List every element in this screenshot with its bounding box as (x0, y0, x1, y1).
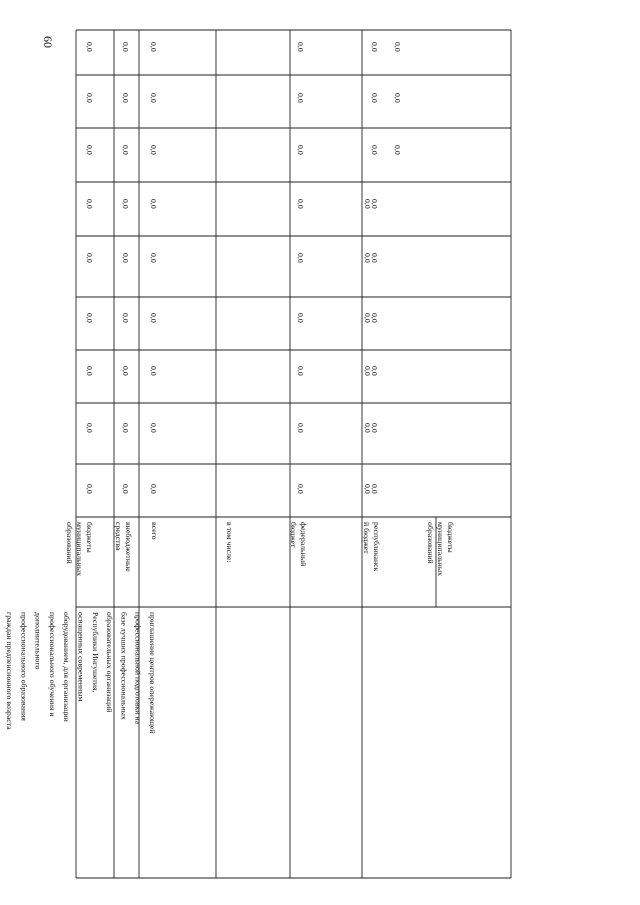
source-label-including: в том числе: (225, 522, 234, 563)
value-extrabudget: 0,0 (121, 366, 130, 376)
value-republican: 0,0 (370, 423, 379, 433)
value-federal: 0,0 (296, 199, 305, 209)
value-municipal: 0,0 (85, 423, 94, 433)
event-description: Республики Ингушетия, (90, 612, 100, 693)
value-total: 0,0 (149, 93, 158, 103)
source-label-republican: й бюджет (362, 522, 371, 554)
event-description: профессионального образования (19, 612, 29, 721)
value-municipal-sub: 0,0 (393, 145, 402, 155)
value-federal: 0,0 (296, 253, 305, 263)
value-total: 0,0 (149, 484, 158, 494)
value-republican: 0,0 (363, 423, 372, 433)
value-municipal: 0,0 (85, 253, 94, 263)
source-label-federal: бюджет (289, 522, 298, 548)
event-description: профессиональной подготовки на (133, 612, 143, 725)
source-label-municipal-sub: муниципальных (436, 522, 445, 576)
value-extrabudget: 0,0 (121, 93, 130, 103)
value-total: 0,0 (149, 366, 158, 376)
source-label-extrabudget: внебюджетные (124, 522, 133, 572)
value-extrabudget: 0,0 (121, 313, 130, 323)
source-label-federal: федеральный (299, 522, 308, 567)
table-cells (0, 42, 455, 734)
value-republican: 0,0 (363, 253, 372, 263)
value-total: 0,0 (149, 313, 158, 323)
value-federal: 0,0 (296, 366, 305, 376)
value-total: 0,0 (149, 42, 158, 52)
value-extrabudget: 0,0 (121, 199, 130, 209)
value-federal: 0,0 (296, 484, 305, 494)
value-republican: 0,0 (370, 366, 379, 376)
source-label-municipal-sub: образований (426, 522, 435, 564)
value-republican: 0,0 (370, 42, 379, 52)
value-extrabudget: 0,0 (121, 253, 130, 263)
event-description: оснащенных современным (76, 612, 86, 702)
value-republican: 0,0 (363, 484, 372, 494)
value-federal: 0,0 (296, 423, 305, 433)
value-extrabudget: 0,0 (121, 423, 130, 433)
value-republican: 0,0 (370, 313, 379, 323)
value-total: 0,0 (149, 253, 158, 263)
source-label-republican: республиканск (372, 522, 381, 572)
financing-table (76, 30, 511, 878)
source-label-total: всего (150, 522, 159, 540)
event-description: граждан предпенсионного возраста (5, 612, 14, 730)
event-description: приглашение центров опережающей (148, 612, 157, 734)
value-municipal: 0,0 (85, 199, 94, 209)
value-total: 0,0 (149, 423, 158, 433)
value-municipal: 0,0 (85, 484, 94, 494)
source-label-extrabudget: средства (114, 522, 123, 551)
source-label-municipal: бюджеты (85, 522, 94, 553)
value-republican: 0,0 (363, 199, 372, 209)
source-label-municipal-sub: бюджеты (446, 522, 455, 553)
value-federal: 0,0 (296, 42, 305, 52)
source-label-municipal: образований (65, 522, 74, 564)
value-municipal: 0,0 (85, 366, 94, 376)
value-republican: 0,0 (370, 253, 379, 263)
event-description: оборудованием, для организации (62, 612, 72, 722)
value-municipal-sub: 0,0 (393, 93, 402, 103)
value-municipal: 0,0 (85, 42, 94, 52)
source-label-municipal: муниципальных (75, 522, 84, 576)
value-municipal: 0,0 (85, 313, 94, 323)
value-municipal: 0,0 (85, 93, 94, 103)
event-description: базе лучших профессиональных (119, 612, 129, 720)
value-republican: 0,0 (370, 145, 379, 155)
event-description: образовательных организаций (105, 612, 115, 713)
page-number: 60 (41, 36, 55, 48)
value-republican: 0,0 (363, 366, 372, 376)
value-federal: 0,0 (296, 313, 305, 323)
value-total: 0,0 (149, 145, 158, 155)
value-municipal: 0,0 (85, 145, 94, 155)
value-republican: 0,0 (370, 484, 379, 494)
value-total: 0,0 (149, 199, 158, 209)
value-extrabudget: 0,0 (121, 42, 130, 52)
value-republican: 0,0 (370, 93, 379, 103)
value-federal: 0,0 (296, 93, 305, 103)
value-extrabudget: 0,0 (121, 145, 130, 155)
value-extrabudget: 0,0 (121, 484, 130, 494)
value-federal: 0,0 (296, 145, 305, 155)
event-description: профессионального обучения и (47, 612, 57, 717)
value-republican: 0,0 (363, 313, 372, 323)
value-republican: 0,0 (370, 199, 379, 209)
event-description: дополнительного (33, 612, 43, 670)
value-municipal-sub: 0,0 (393, 42, 402, 52)
